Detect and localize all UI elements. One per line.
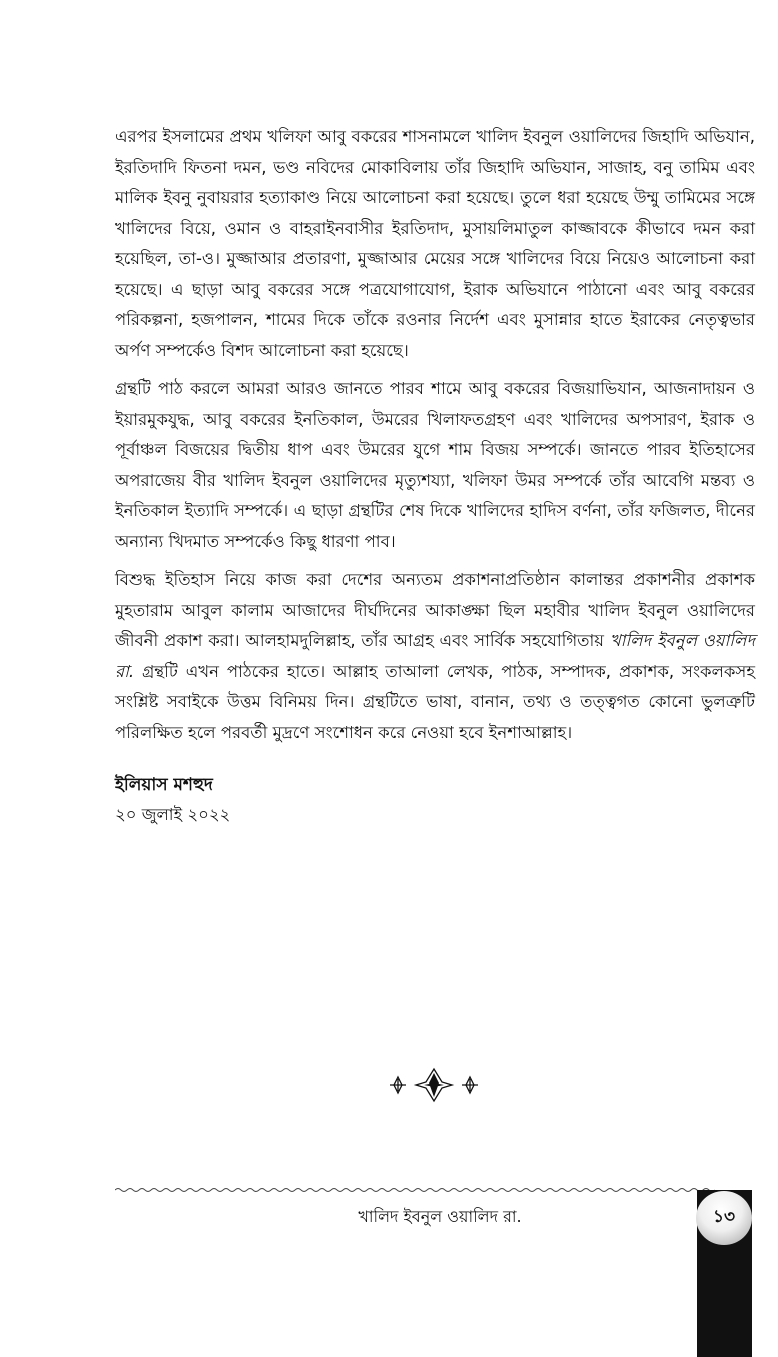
footer-divider [115, 1186, 715, 1194]
page-number: ১৩ [696, 1191, 752, 1245]
main-content [115, 122, 755, 830]
footer-book-title: খালিদ ইবনুল ওয়ালিদ রা. [358, 1207, 522, 1226]
author-signature: ইলিয়াস মশহুদ [115, 775, 213, 795]
paragraph-3-text-after: গ্রন্থটি এখন পাঠকের হাতে। আল্লাহ তাআলা লেখক, পাঠক, সম্পাদক, প্রকাশক, সংকলকসহ সংশ্লিষ্ট সবাইকে উত্তম বিনিময় দিন। গ্রন্থটিতে ভাষা, বানান, তথ্য ও তত্ত্বগত কোনো ভুলত্রুটি পরিলক্ষিত হলে পরবর্তী মুদ্রণে সংশোধন করে নেওয়া হবে ইনশাআল্লাহ। [115, 661, 755, 742]
paragraph-2: গ্রন্থটি পাঠ করলে আমরা আরও জানতে পারব শামে আবু বকরের বিজয়াভিযান, আজনাদায়ন ও ইয়ারমুকযুদ্ধ, আবু বকরের ইনতিকাল, উমরের খিলাফতগ্রহণ এবং খালিদের অপসারণ, ইরাক ও পূর্বাঞ্চল বিজয়ের দ্বিতীয় ধাপ এবং উমরের যুগে শাম বিজয় সম্পর্কে। জানতে পারব ইতিহাসের অপরাজেয় বীর খালিদ ইবনুল ওয়ালিদের মৃত্যুশয্যা, খলিফা উমর সম্পর্কে তাঁর আবেগি মন্তব্য ও ইনতিকাল ইত্যাদি সম্পর্কে। এ ছাড়া গ্রন্থটির শেষ দিকে খালিদের হাদিস বর্ণনা, তাঁর ফজিলত, দীনের অন্যান্য খিদমাত সম্পর্কেও কিছু ধারণা পাব। [115, 379, 755, 551]
signature-date: ২০ জুলাই ২০২২ [115, 805, 231, 824]
paragraph-3-text-before: বিশুদ্ধ ইতিহাস নিয়ে কাজ করা দেশের অন্যতম প্রকাশনাপ্রতিষ্ঠান কালান্তর প্রকাশনীর প্রকাশক মুহতারাম আবুল কালাম আজাদের দীর্ঘদিনের আকাঙ্ক্ষা ছিল মহাবীর খালিদ ইবনুল ওয়ালিদের জীবনী প্রকাশ করা। আলহামদুলিল্লাহ, তাঁর আগ্রহ এবং সার্বিক সহযোগিতায় [115, 570, 755, 650]
book-title-italic: খালিদ ইবনুল ওয়ালিদ রা. [115, 631, 755, 681]
paragraph-1: এরপর ইসলামের প্রথম খলিফা আবু বকরের শাসনামলে খালিদ ইবনুল ওয়ালিদের জিহাদি অভিযান, ইরতিদাদি ফিতনা দমন, ভণ্ড নবিদের মোকাবিলায় তাঁর জিহাদি অভিযান, সাজাহ, বনু তামিম এবং মালিক ইবনু নুবায়রার হত্যাকাণ্ড নিয়ে আলোচনা করা হয়েছে। তুলে ধরা হয়েছে উম্মু তামিমের সঙ্গে খালিদের বিয়ে, ওমান ও বাহরাইনবাসীর ইরতিদাদ, মুসায়লিমাতুল কাজ্জাবকে কীভাবে দমন করা হয়েছিল, তা-ও। মুজ্জাআর প্রতারণা, মুজ্জাআর মেয়ের সঙ্গে খালিদের বিয়ে নিয়েও আলোচনা করা হয়েছে। এ ছাড়া আবু বকরের সঙ্গে পত্রযোগাযোগ, ইরাক অভিযানে পাঠানো এবং আবু বকরের পরিকল্পনা, হজপালন, শামের দিকে তাঁকে রওনার নির্দেশ এবং মুসান্নার হাতে ইরাকের নেতৃত্বভার অর্পণ সম্পর্কেও বিশদ আলোচনা করা হয়েছে। [115, 127, 755, 360]
paragraph-3 [115, 565, 755, 748]
diamond-star-ornament-icon [384, 1063, 484, 1107]
